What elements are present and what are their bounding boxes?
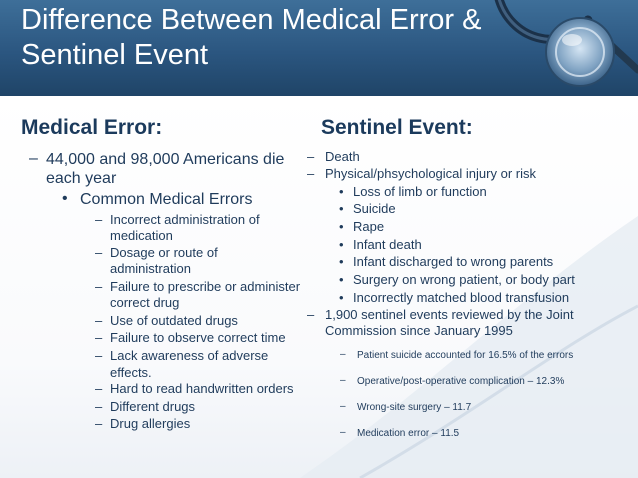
sentinel-sub-item: Loss of limb or function [353,184,487,199]
dash-bullet: – [340,427,346,438]
dot-bullet: • [339,272,344,287]
dash-bullet: – [95,348,103,363]
dash-bullet: – [95,313,103,328]
slide-title-line: Difference Between Medical Error & [21,4,482,36]
error-item: administration [110,261,191,276]
dash-bullet: – [307,166,315,181]
dot-bullet: • [339,290,344,305]
title-bar [0,0,638,96]
error-item: Hard to read handwritten orders [110,381,294,396]
slide-title [21,3,561,73]
dot-bullet: • [339,201,344,216]
error-item: Dosage or route of [110,245,218,260]
common-errors-heading: Common Medical Errors [80,191,253,208]
dash-bullet: – [95,279,103,294]
sentinel-item: Physical/phsychological injury or risk [325,166,536,181]
sentinel-item: 1,900 sentinel events reviewed by the Joint [325,307,574,322]
sentinel-sub-item: Rape [353,219,385,234]
stat-item: Operative/post-operative complication – 12.3% [357,376,565,387]
dot-bullet: • [339,237,344,252]
dash-bullet: – [340,349,346,360]
dash-bullet: – [95,416,103,431]
stat-item: Wrong-site surgery – 11.7 [357,402,472,413]
dash-bullet: – [95,212,103,227]
dash-bullet: – [95,381,103,396]
error-item: Drug allergies [110,416,191,431]
dash-bullet: – [95,399,103,414]
dash-bullet: – [95,330,103,345]
error-item: Failure to prescribe or administer [110,279,301,294]
error-item: Failure to observe correct time [110,330,286,345]
dot-bullet: • [62,190,68,207]
sentinel-sub-item: Surgery on wrong patient, or body part [353,272,575,287]
sentinel-sub-item: Infant discharged to wrong parents [353,254,554,269]
error-item: medication [110,228,173,243]
sentinel-sub-item: Infant death [353,237,422,252]
error-item: Lack awareness of adverse [110,348,269,363]
sentinel-event-heading: Sentinel Event: [321,116,473,139]
error-item: correct drug [110,295,180,310]
dash-bullet: – [307,149,315,164]
sentinel-sub-item: Incorrectly matched blood transfusion [353,290,570,305]
dash-bullet: – [340,375,346,386]
lead-line: 44,000 and 98,000 Americans die [46,151,285,168]
dash-bullet: – [307,307,315,322]
sentinel-item: Death [325,149,360,164]
error-item: Incorrect administration of [110,212,260,227]
sentinel-sub-item: Suicide [353,201,396,216]
lead-line: each year [46,170,117,187]
stat-item: Medication error – 11.5 [357,428,460,439]
medical-error-heading: Medical Error: [21,116,163,139]
slide-title-line: Sentinel Event [21,39,209,71]
error-item: Use of outdated drugs [110,313,238,328]
sentinel-item: Commission since January 1995 [325,323,513,338]
dash-bullet: – [340,401,346,412]
dot-bullet: • [339,219,344,234]
error-item: effects. [110,365,152,380]
dot-bullet: • [339,254,344,269]
dash-bullet: – [29,150,38,167]
stat-item: Patient suicide accounted for 16.5% of the errors [357,350,574,361]
dash-bullet: – [95,245,103,260]
error-item: Different drugs [110,399,196,414]
dot-bullet: • [339,184,344,199]
